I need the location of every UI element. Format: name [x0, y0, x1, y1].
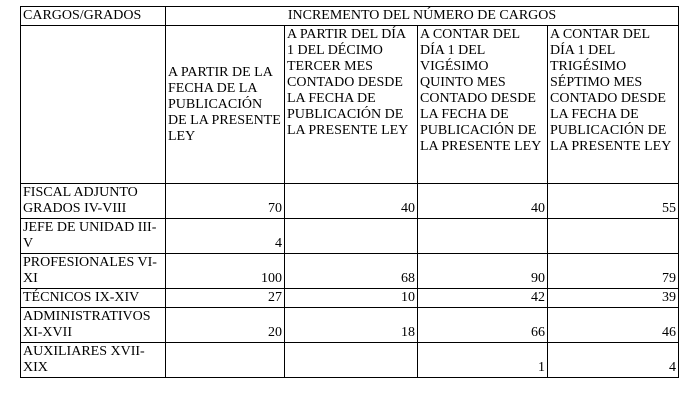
cell-value: 46	[548, 308, 679, 343]
row-label: FISCAL ADJUNTO GRADOS IV-VIII	[21, 184, 166, 219]
cell-value	[418, 219, 548, 254]
cell-value	[285, 219, 418, 254]
header-col-4: A CONTAR DEL DÍA 1 DEL TRIGÉSIMO SÉPTIMO MES CONTADO DESDE LA FECHA DE PUBLICACIÓN DE LA PRESENTE LEY	[548, 26, 679, 184]
header-col-1: A PARTIR DE LA FECHA DE LA PUBLICACIÓN DE LA PRESENTE LEY	[166, 26, 285, 184]
header-row-columns	[21, 26, 679, 184]
cargos-table	[20, 6, 679, 378]
header-col-2: A PARTIR DEL DÍA 1 DEL DÉCIMO TERCER MES CONTADO DESDE LA FECHA DE PUBLICACIÓN DE LA PRESENTE LEY	[285, 26, 418, 184]
row-label: ADMINISTRATIVOS XI-XVII	[21, 308, 166, 343]
table-row	[21, 343, 679, 378]
table-row	[21, 308, 679, 343]
header-col-3: A CONTAR DEL DÍA 1 DEL VIGÉSIMO QUINTO MES CONTADO DESDE LA FECHA DE PUBLICACIÓN DE LA PRESENTE LEY	[418, 26, 548, 184]
header-empty-cell	[21, 26, 166, 184]
cell-value: 27	[166, 289, 285, 308]
cell-value	[166, 343, 285, 378]
header-incremento: INCREMENTO DEL NÚMERO DE CARGOS	[166, 7, 679, 26]
cell-value: 90	[418, 254, 548, 289]
cell-value	[285, 343, 418, 378]
table-row	[21, 219, 679, 254]
row-label: JEFE DE UNIDAD III-V	[21, 219, 166, 254]
cell-value: 70	[166, 184, 285, 219]
row-label: AUXILIARES XVII-XIX	[21, 343, 166, 378]
table-row	[21, 184, 679, 219]
cell-value: 40	[418, 184, 548, 219]
row-label: PROFESIONALES VI-XI	[21, 254, 166, 289]
header-row-top	[21, 7, 679, 26]
cell-value: 66	[418, 308, 548, 343]
cell-value	[548, 219, 679, 254]
cell-value: 1	[418, 343, 548, 378]
cell-value: 100	[166, 254, 285, 289]
cell-value: 68	[285, 254, 418, 289]
cell-value: 10	[285, 289, 418, 308]
cell-value: 55	[548, 184, 679, 219]
cell-value: 42	[418, 289, 548, 308]
cell-value: 4	[548, 343, 679, 378]
row-label: TÉCNICOS IX-XIV	[21, 289, 166, 308]
table-row	[21, 254, 679, 289]
cell-value: 4	[166, 219, 285, 254]
cell-value: 79	[548, 254, 679, 289]
header-cargos-grados: CARGOS/GRADOS	[21, 7, 166, 26]
cell-value: 39	[548, 289, 679, 308]
cell-value: 18	[285, 308, 418, 343]
table-row	[21, 289, 679, 308]
cell-value: 20	[166, 308, 285, 343]
cell-value: 40	[285, 184, 418, 219]
